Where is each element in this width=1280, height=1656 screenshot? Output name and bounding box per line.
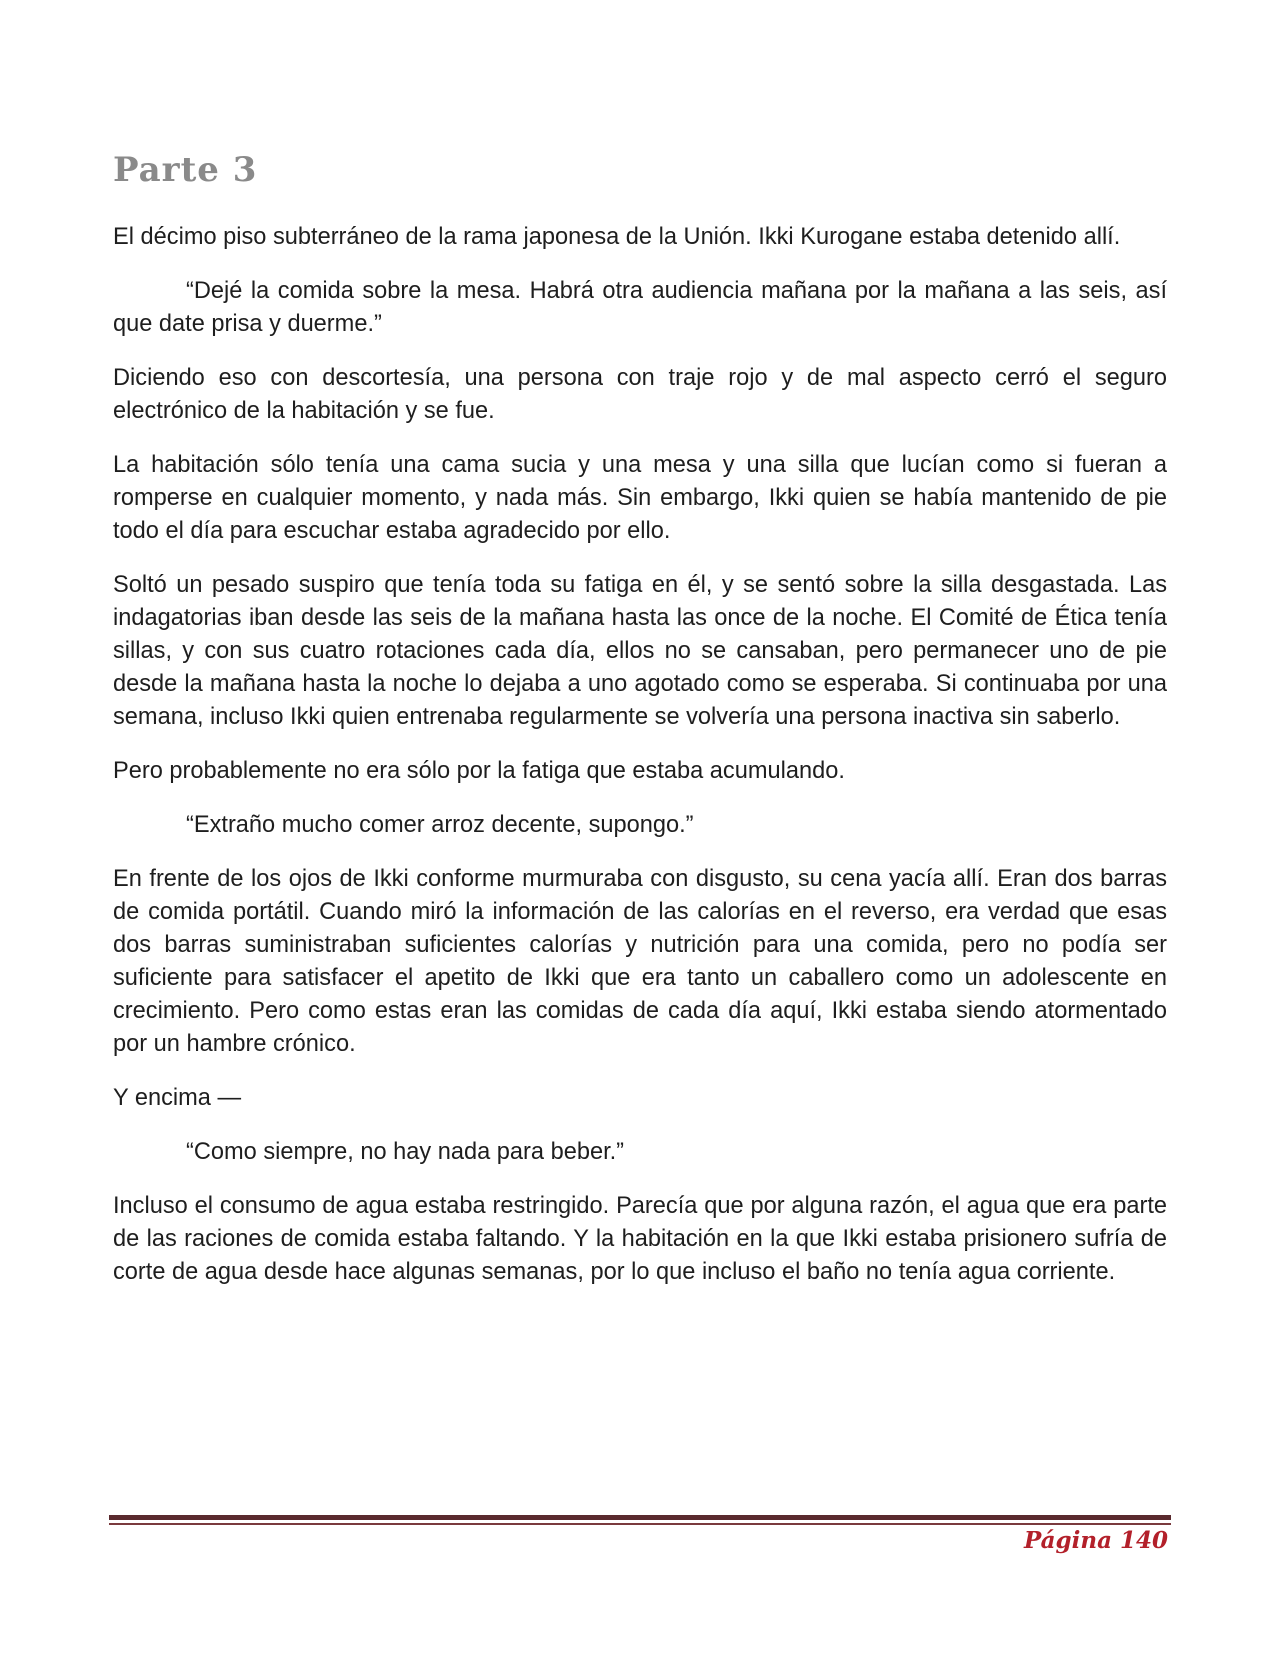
- page-number: Página 140: [1023, 1527, 1168, 1554]
- dialogue-paragraph: “Dejé la comida sobre la mesa. Habrá otra audiencia mañana por la mañana a las seis, así que date prisa y duerme.”: [113, 278, 1167, 337]
- paragraph: El décimo piso subterráneo de la rama japonesa de la Unión. Ikki Kurogane estaba detenido allí.: [113, 224, 1121, 250]
- paragraph: Soltó un pesado suspiro que tenía toda su fatiga en él, y se sentó sobre la silla desgastada. Las indagatorias iban desde las seis de la mañana hasta las once de la noche. El Comité de Ética tenía sillas, y con sus cuatro rotaciones cada día, ellos no se cansaban, pero permanecer uno de pie desde la mañana hasta la noche lo dejaba a uno agotado como se esperaba. Si continuaba por una semana, incluso Ikki quien entrenaba regularmente se volvería una persona inactiva sin saberlo.: [113, 572, 1167, 730]
- section-heading: Parte 3: [113, 150, 258, 190]
- footer-divider: [109, 1515, 1171, 1520]
- body-text: [113, 221, 1167, 1310]
- paragraph: La habitación sólo tenía una cama sucia y una mesa y una silla que lucían como si fueran a romperse en cualquier momento, y nada más. Sin embargo, Ikki quien se había mantenido de pie todo el día para escuchar estaba agradecido por ello.: [113, 452, 1167, 544]
- paragraph: Incluso el consumo de agua estaba restringido. Parecía que por alguna razón, el agua que era parte de las raciones de comida estaba faltando. Y la habitación en la que Ikki estaba prisionero sufría de corte de agua desde hace algunas semanas, por lo que incluso el baño no tenía agua corriente.: [113, 1193, 1167, 1285]
- paragraph: En frente de los ojos de Ikki conforme murmuraba con disgusto, su cena yacía allí. Eran dos barras de comida portátil. Cuando miró la información de las calorías en el reverso, era verdad que esas dos barras suministraban suficientes calorías y nutrición para una comida, pero no podía ser suficiente para satisfacer el apetito de Ikki que era tanto un caballero como un adolescente en crecimiento. Pero como estas eran las comidas de cada día aquí, Ikki estaba siendo atormentado por un hambre crónico.: [113, 866, 1167, 1057]
- paragraph: Y encima —: [113, 1085, 242, 1111]
- footer-divider-thin: [109, 1523, 1171, 1525]
- paragraph: Pero probablemente no era sólo por la fatiga que estaba acumulando.: [113, 758, 845, 784]
- paragraph: Diciendo eso con descortesía, una persona con traje rojo y de mal aspecto cerró el seguro electrónico de la habitación y se fue.: [113, 365, 1167, 424]
- dialogue-paragraph: “Como siempre, no hay nada para beber.”: [186, 1139, 625, 1165]
- dialogue-paragraph: “Extraño mucho comer arroz decente, supongo.”: [186, 812, 694, 838]
